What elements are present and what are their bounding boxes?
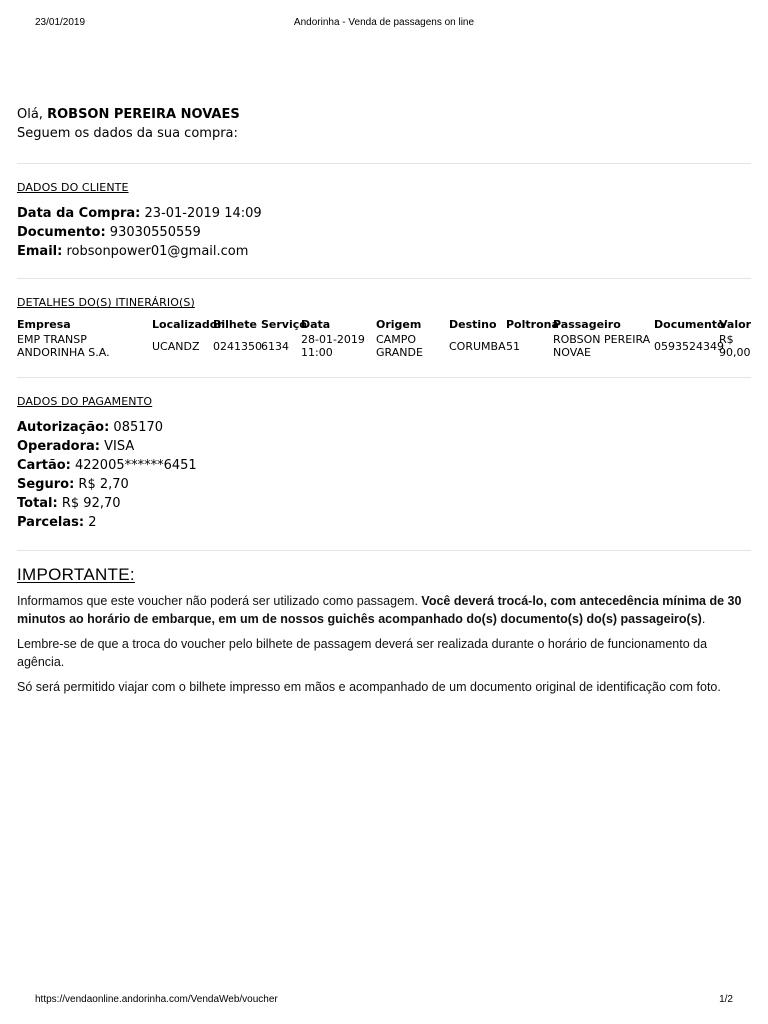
field-label: Cartão: [17, 458, 71, 473]
cell-localizador: UCANDZ [152, 339, 200, 353]
table-row [17, 333, 751, 359]
col-header: Poltrona [506, 318, 559, 331]
col-header: Documento [654, 318, 725, 331]
cell-passageiro: ROBSON PEREIRA NOVAE [553, 333, 651, 359]
field-operadora [17, 437, 751, 456]
field-label: Operadora: [17, 439, 100, 454]
field-email [17, 242, 751, 261]
importante-paragraph-1 [17, 592, 751, 628]
field-value: 23-01-2019 14:09 [144, 206, 262, 221]
field-value: VISA [104, 439, 135, 454]
greeting-hello: Olá, [17, 107, 43, 122]
page-number: 1/2 [719, 994, 733, 1005]
p1-bold: Você deverá trocá-lo, com antecedência mínima de 30 minutos ao horário de embarque, em um de nossos guichês acompanhado do(s) documento(s) do(s) passageiro(s) [17, 594, 742, 626]
cell-documento: 0593524349 [654, 339, 724, 353]
field-label: Email: [17, 244, 63, 259]
table-header-row [17, 318, 751, 333]
field-data-compra [17, 204, 751, 223]
section-title-pagamento: DADOS DO PAGAMENTO [17, 395, 153, 408]
print-header [35, 17, 733, 31]
itinerary-table [17, 318, 751, 359]
field-value: R$ 92,70 [61, 496, 121, 511]
field-value: 2 [88, 515, 97, 530]
section-title-itinerario: DETALHES DO(S) ITINERÁRIO(S) [17, 296, 195, 309]
section-title-cliente: DADOS DO CLIENTE [17, 181, 129, 194]
print-date: 23/01/2019 [35, 17, 86, 28]
cliente-fields [17, 204, 751, 261]
cell-valor: R$ 90,00 [719, 333, 751, 359]
cell-servico: 6134 [261, 339, 289, 353]
p1-normal: Informamos que este voucher não poderá ser utilizado como passagem. [17, 594, 418, 608]
field-value: robsonpower01@gmail.com [66, 244, 249, 259]
divider [17, 550, 751, 551]
pagamento-fields [17, 418, 751, 532]
field-documento [17, 223, 751, 242]
col-header: Passageiro [553, 318, 621, 331]
greeting [17, 105, 751, 143]
col-header: Destino [449, 318, 497, 331]
field-value: 422005******6451 [74, 458, 197, 473]
importante-title: IMPORTANTE: [17, 565, 135, 584]
col-header: Data [301, 318, 331, 331]
cell-empresa: EMP TRANSP ANDORINHA S.A. [17, 333, 110, 359]
divider [17, 278, 751, 279]
cell-origem: CAMPO GRANDE [376, 333, 423, 359]
cell-data: 28-01-2019 11:00 [301, 333, 365, 359]
col-header: Localizador [152, 318, 223, 331]
print-footer [35, 994, 733, 1008]
print-title: Andorinha - Venda de passagens on line [293, 17, 475, 28]
greeting-subtitle: Seguem os dados da sua compra: [17, 126, 238, 141]
field-cartao [17, 456, 751, 475]
field-label: Autorização: [17, 420, 110, 435]
field-autorizacao [17, 418, 751, 437]
field-label: Seguro: [17, 477, 75, 492]
print-url: https://vendaonline.andorinha.com/VendaWeb/voucher [35, 994, 278, 1005]
cell-bilhete: 0241350 [213, 339, 262, 353]
divider [17, 377, 751, 378]
field-label: Data da Compra: [17, 206, 141, 221]
voucher-content [17, 105, 751, 696]
col-header: Origem [376, 318, 422, 331]
importante-paragraph-2: Lembre-se de que a troca do voucher pelo bilhete de passagem deverá ser realizada durante o horário de funcionamento da agência. [17, 637, 708, 669]
col-header: Valor [719, 318, 752, 331]
field-total [17, 494, 751, 513]
field-label: Documento: [17, 225, 106, 240]
field-label: Parcelas: [17, 515, 85, 530]
field-parcelas [17, 513, 751, 532]
greeting-line [17, 105, 751, 124]
customer-name: ROBSON PEREIRA NOVAES [47, 107, 240, 122]
cell-poltrona: 51 [506, 339, 520, 353]
field-value: 93030550559 [109, 225, 201, 240]
cell-destino: CORUMBA [449, 339, 506, 353]
col-header: Empresa [17, 318, 71, 331]
field-seguro [17, 475, 751, 494]
field-label: Total: [17, 496, 58, 511]
p1-end: . [701, 612, 706, 626]
col-header: Bilhete [213, 318, 257, 331]
col-header: Serviço [261, 318, 307, 331]
field-value: 085170 [113, 420, 164, 435]
importante-paragraph-3: Só será permitido viajar com o bilhete impresso em mãos e acompanhado de um documento original de identificação com foto. [17, 680, 721, 694]
divider [17, 163, 751, 164]
field-value: R$ 2,70 [78, 477, 129, 492]
